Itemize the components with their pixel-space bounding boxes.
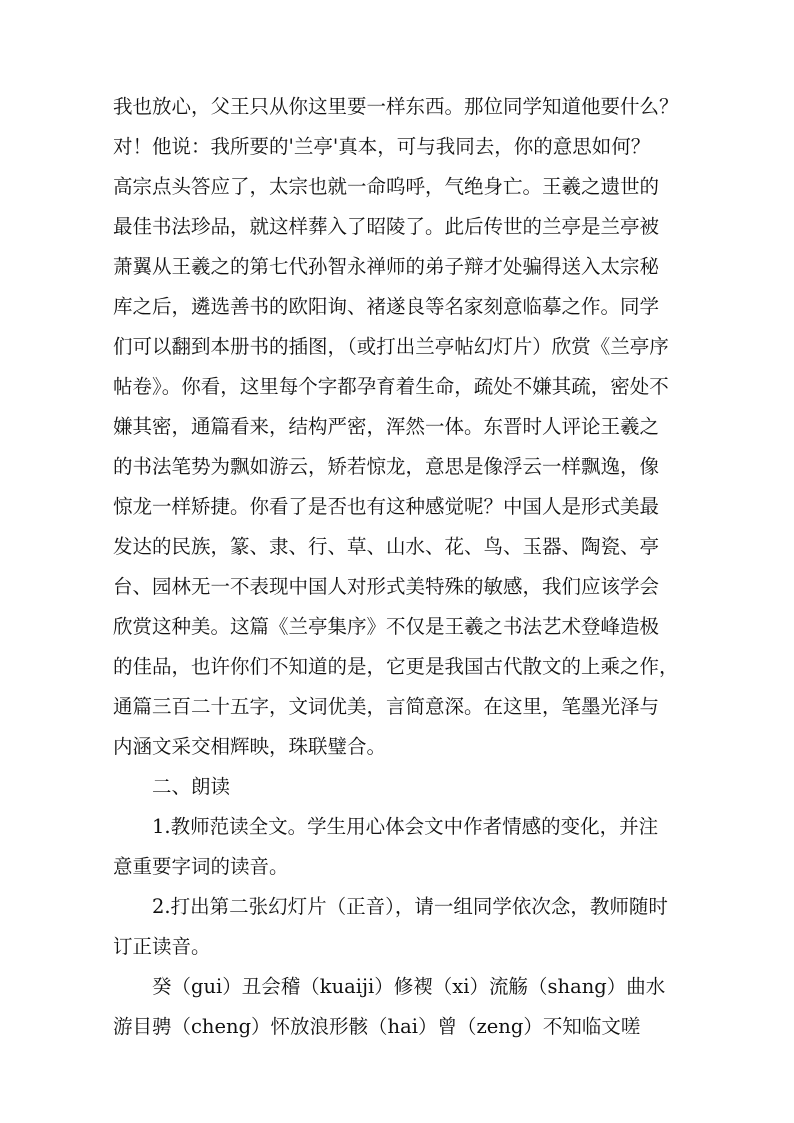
text-line: 惊龙一样矫捷。你看了是否也有这种感觉呢？中国人是形式美最 — [113, 495, 660, 518]
text-line: 1.教师范读全文。学生用心体会文中作者情感的变化，并注 — [152, 815, 659, 838]
text-line: 库之后，遴选善书的欧阳询、褚遂良等名家刻意临摹之作。同学 — [113, 295, 660, 318]
text-line: 游目骋（cheng）怀放浪形骸（hai）曾（zeng）不知临文嗟 — [113, 1015, 641, 1038]
text-line: 最佳书法珍品，就这样葬入了昭陵了。此后传世的兰亭是兰亭被 — [113, 215, 660, 238]
text-line: 意重要字词的读音。 — [113, 855, 289, 878]
text-line: 台、园林无一不表现中国人对形式美特殊的敏感，我们应该学会 — [113, 575, 660, 598]
text-line: 的书法笔势为飘如游云，矫若惊龙，意思是像浮云一样飘逸，像 — [113, 455, 660, 478]
text-line: 欣赏这种美。这篇《兰亭集序》不仅是王羲之书法艺术登峰造极 — [113, 615, 660, 638]
text-line: 对！他说：我所要的'兰亭'真本，可与我同去，你的意思如何？ — [113, 135, 651, 158]
text-line: 内涵文采交相辉映，珠联璧合。 — [113, 735, 387, 758]
text-line: 高宗点头答应了，太宗也就一命呜呼，气绝身亡。王羲之遗世的 — [113, 175, 660, 198]
text-line: 萧翼从王羲之的第七代孙智永禅师的弟子辩才处骗得送入太宗秘 — [113, 255, 660, 278]
text-line: 们可以翻到本册书的插图，（或打出兰亭帖幻灯片）欣赏《兰亭序 — [113, 335, 669, 358]
text-line: 帖卷》。你看，这里每个字都孕育着生命，疏处不嫌其疏，密处不 — [113, 375, 669, 398]
text-line: 我也放心，父王只从你这里要一样东西。那位同学知道他要什么？ — [113, 95, 679, 118]
text-line: 2.打出第二张幻灯片（正音），请一组同学依次念，教师随时 — [152, 895, 668, 918]
text-line: 嫌其密，通篇看来，结构严密，浑然一体。东晋时人评论王羲之 — [113, 415, 660, 438]
text-line: 癸（gui）丑会稽（kuaiji）修褉（xi）流觞（shang）曲水 — [152, 975, 666, 998]
text-line: 通篇三百二十五字，文词优美，言简意深。在这里，笔墨光泽与 — [113, 695, 660, 718]
text-line: 的佳品，也许你们不知道的是，它更是我国古代散文的上乘之作， — [113, 655, 679, 678]
text-line: 发达的民族，篆、隶、行、草、山水、花、鸟、玉器、陶瓷、亭 — [113, 535, 660, 558]
section-heading: 二、朗读 — [152, 775, 231, 798]
text-line: 订正读音。 — [113, 935, 211, 958]
